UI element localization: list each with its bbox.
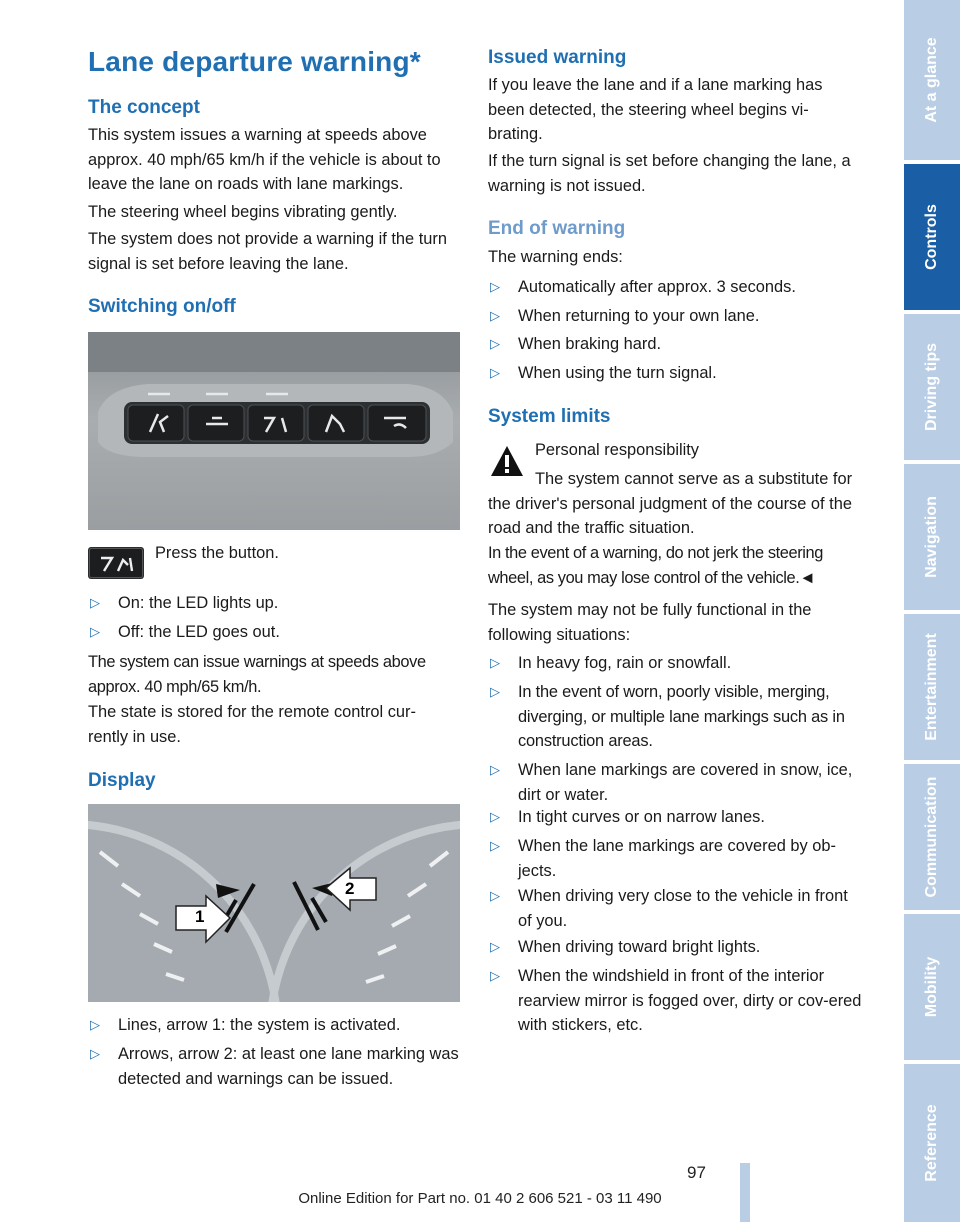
heading-issued-warning: Issued warning (488, 47, 627, 68)
limits-intro: The system may not be fully functional in the following situations: (488, 601, 812, 644)
limits-bullet: ▷ In heavy fog, rain or snowfall. (488, 651, 862, 676)
triangle-bullet-icon: ▷ (490, 888, 500, 903)
concept-text: This system issues a warning at speeds above approx. 40 mph/65 km/h if the vehicle is about to leave the lane on roads with lane markings. (88, 126, 441, 193)
triangle-bullet-icon: ▷ (490, 655, 500, 670)
issued-text: If you leave the lane and if a lane marking has been detected, the steering wheel begins vi-brating. (488, 76, 823, 143)
tab-driving-tips[interactable]: Driving tips (904, 314, 960, 460)
limits-bullet: ▷ When driving very close to the vehicle in front of you. (488, 884, 862, 933)
heading-concept: The concept (88, 97, 200, 118)
button-panel-photo (88, 332, 460, 530)
footer-edition: Online Edition for Part no. 01 40 2 606 521 - 03 11 490 (298, 1190, 662, 1207)
callout-1: 1 (195, 907, 205, 926)
page-title: Lane departure warning* (88, 46, 421, 77)
triangle-bullet-icon: ▷ (490, 308, 500, 323)
bullet-on: ▷ On: the LED lights up. (88, 591, 461, 616)
limits-bullet: ▷ In tight curves or on narrow lanes. (488, 805, 862, 830)
limits-bullet: ▷ In the event of worn, poorly visible, merging, diverging, or multiple lane markings such as in construction areas. (488, 680, 862, 754)
tab-entertainment[interactable]: Entertainment (904, 614, 960, 760)
limits-bullet: ▷ When lane markings are covered in snow, ice, dirt or water. (488, 758, 862, 807)
bullet-off: ▷ Off: the LED goes out. (88, 620, 461, 645)
end-bullet: ▷ Automatically after approx. 3 seconds. (488, 275, 862, 300)
warning-text-2: In the event of a warning, do not jerk the steering wheel, as you may lose control of the vehicle.◄ (488, 544, 823, 587)
tab-mobility[interactable]: Mobility (904, 914, 960, 1060)
switching-remote-text: The state is stored for the remote control cur-rently in use. (88, 703, 416, 746)
switching-speed-text: The system can issue warnings at speeds above approx. 40 mph/65 km/h. (88, 653, 426, 696)
lane-warning-button-icon (88, 547, 144, 579)
warning-title: Personal responsibility (535, 441, 699, 459)
tab-navigation[interactable]: Navigation (904, 464, 960, 610)
tab-controls[interactable]: Controls (904, 164, 960, 310)
triangle-bullet-icon: ▷ (490, 762, 500, 777)
instrument-display-photo (88, 804, 460, 1002)
triangle-bullet-icon: ▷ (90, 595, 100, 610)
concept-vibration: The steering wheel begins vibrating gently. (88, 203, 398, 221)
triangle-bullet-icon: ▷ (490, 279, 500, 294)
chapter-tabs (904, 0, 960, 1222)
press-button-text: Press the button. (155, 544, 279, 562)
warning-text: The system cannot serve as a substitute for the driver's personal judgment of the course of the road and the traffic situation. (488, 470, 853, 537)
triangle-bullet-icon: ▷ (490, 838, 500, 853)
concept-turn-signal: The system does not provide a warning if the turn signal is set before leaving the lane. (88, 230, 447, 273)
triangle-bullet-icon: ▷ (90, 1046, 100, 1061)
issued-turn-signal: If the turn signal is set before changing the lane, a warning is not issued. (488, 152, 851, 195)
end-bullet: ▷ When braking hard. (488, 332, 862, 357)
end-bullet: ▷ When returning to your own lane. (488, 304, 862, 329)
tab-reference[interactable]: Reference (904, 1064, 960, 1222)
triangle-bullet-icon: ▷ (490, 684, 500, 699)
end-intro: The warning ends: (488, 248, 623, 266)
limits-bullet: ▷ When the lane markings are covered by ob-jects. (488, 834, 862, 883)
triangle-bullet-icon: ▷ (490, 968, 500, 983)
tab-at-a-glance[interactable]: At a glance (904, 0, 960, 160)
triangle-bullet-icon: ▷ (490, 809, 500, 824)
heading-display: Display (88, 770, 156, 791)
page-number: 97 (687, 1163, 706, 1182)
limits-bullet: ▷ When driving toward bright lights. (488, 935, 862, 960)
bullet-lines: ▷ Lines, arrow 1: the system is activated. (88, 1013, 461, 1038)
heading-system-limits: System limits (488, 406, 611, 427)
limits-bullet: ▷ When the windshield in front of the interior rearview mirror is fogged over, dirty or cov-ered with stickers, etc. (488, 964, 862, 1038)
triangle-bullet-icon: ▷ (490, 939, 500, 954)
triangle-bullet-icon: ▷ (90, 1017, 100, 1032)
triangle-bullet-icon: ▷ (490, 365, 500, 380)
triangle-bullet-icon: ▷ (90, 624, 100, 639)
triangle-bullet-icon: ▷ (490, 336, 500, 351)
tab-communication[interactable]: Communication (904, 764, 960, 910)
callout-2: 2 (345, 879, 355, 898)
heading-switching: Switching on/off (88, 296, 236, 317)
end-bullet: ▷ When using the turn signal. (488, 361, 862, 386)
bullet-arrows: ▷ Arrows, arrow 2: at least one lane marking was detected and warnings can be issued. (88, 1042, 461, 1091)
heading-end-of-warning: End of warning (488, 218, 626, 239)
